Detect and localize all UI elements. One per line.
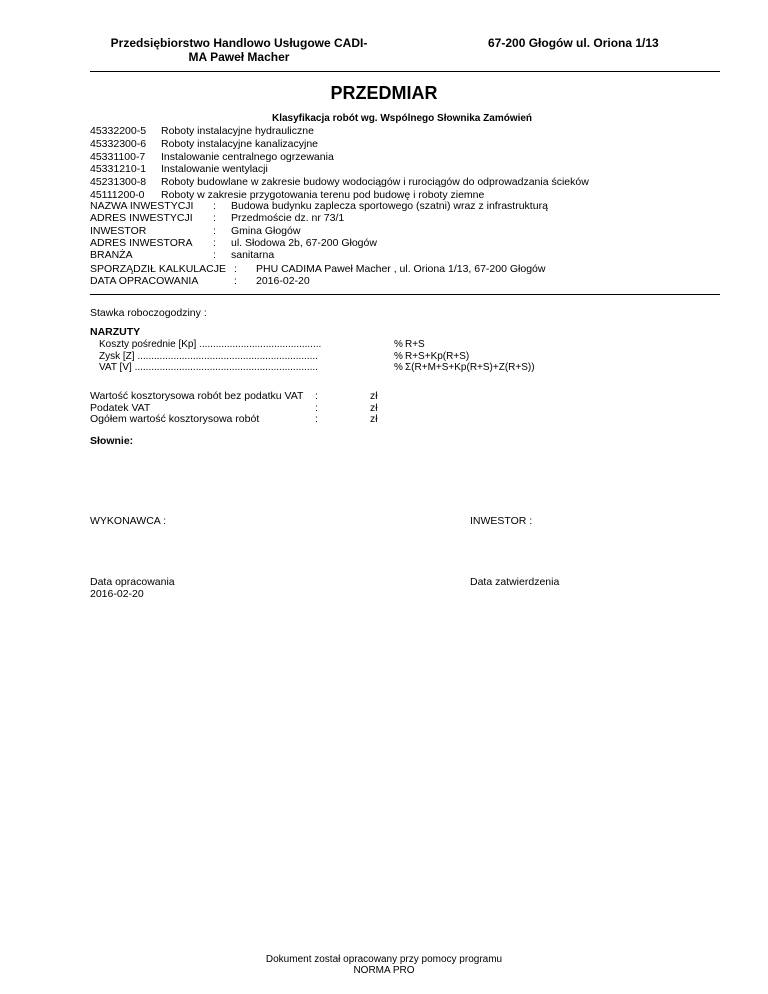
info-label: ADRES INWESTYCJI (90, 212, 193, 225)
cost-value-label: Wartość kosztorysowa robót bez podatku VAT (90, 390, 304, 402)
calc-colon: : (234, 263, 237, 275)
info-colon: : (213, 212, 216, 225)
date-prepared-label: Data opracowania (90, 576, 175, 588)
header-divider (90, 71, 720, 72)
investment-info-row (90, 237, 548, 249)
footer (0, 954, 768, 976)
cost-value-colon: : (315, 401, 318, 414)
classification-heading: Klasyfikacja robót wg. Wspólnego Słownika Zamówień (272, 113, 533, 124)
investment-info-row (90, 200, 548, 212)
classification-desc: Roboty budowlane w zakresie budowy wodociągów i rurociągów do odprowadzania ścieków (161, 176, 589, 189)
markup-row (99, 338, 535, 350)
classification-code: 45231300-8 (90, 176, 147, 189)
cost-value-row (90, 402, 378, 414)
info-value: ul. Słodowa 2b, 67-200 Głogów (231, 236, 377, 249)
cost-value-colon: : (315, 390, 318, 402)
classification-code: 45111200-0 (90, 188, 145, 201)
markup-formula: Σ(R+M+S+Kp(R+S)+Z(R+S)) (405, 362, 535, 373)
markup-label: Koszty pośrednie [Kp] ............................................ (99, 339, 322, 350)
markup-label: Zysk [Z] ................................................................. (99, 350, 318, 362)
investment-info (90, 200, 548, 261)
info-value: Gmina Głogów (231, 224, 301, 237)
info-colon: : (213, 249, 216, 262)
company-name-line1: Przedsiębiorstwo Handlowo Usługowe CADI- (110, 36, 368, 50)
classification-code: 45332300-6 (90, 137, 147, 150)
classification-desc: Instalowanie centralnego ogrzewania (161, 150, 334, 163)
classification-row (90, 163, 589, 176)
classification-desc: Instalowanie wentylacji (161, 163, 268, 176)
markup-percent: % (394, 362, 403, 373)
cost-values (90, 390, 378, 425)
cost-value-colon: : (315, 413, 318, 425)
markup-row (99, 350, 535, 362)
info-label: ADRES INWESTORA (90, 236, 193, 249)
company-name-line2: MA Paweł Macher (188, 50, 290, 64)
cost-value-unit: zł (370, 390, 378, 402)
markup-percent: % (394, 339, 403, 350)
classification-desc: Roboty w zakresie przygotowania terenu pod budowę i roboty ziemne (161, 188, 485, 201)
info-colon: : (213, 236, 216, 249)
calc-colon: : (234, 275, 237, 288)
info-label: INWESTOR (90, 224, 147, 237)
investment-info-row (90, 249, 548, 261)
date-approved-label: Data zatwierdzenia (470, 576, 560, 588)
classification-row (90, 138, 589, 151)
calc-value: PHU CADIMA Paweł Macher , ul. Oriona 1/13, 67-200 Głogów (256, 263, 546, 275)
calc-label: DATA OPRACOWANIA (90, 275, 199, 288)
cost-value-row (90, 390, 378, 402)
info-label: NAZWA INWESTYCJI (90, 200, 194, 212)
footer-line1: Dokument został opracowany przy pomocy programu (265, 954, 503, 965)
cost-value-unit: zł (370, 401, 378, 414)
labor-rate-label: Stawka roboczogodziny : (90, 307, 207, 319)
calc-value: 2016-02-20 (256, 275, 310, 288)
investor-label: INWESTOR : (470, 515, 533, 527)
footer-line2: NORMA PRO (353, 965, 415, 976)
classification-row (90, 176, 589, 189)
cost-value-label: Ogółem wartość kosztorysowa robót (90, 413, 260, 425)
info-value: Przedmoście dz. nr 73/1 (231, 212, 345, 225)
company-address: 67-200 Głogów ul. Oriona 1/13 (488, 36, 659, 50)
date-prepared (90, 576, 175, 600)
company-name (94, 36, 384, 64)
markup-label: VAT [V] .................................................................. (99, 362, 318, 373)
markup-percent: % (394, 350, 403, 362)
date-prepared-value: 2016-02-20 (90, 588, 144, 600)
calc-label: SPORZĄDZIŁ KALKULACJE (90, 263, 226, 275)
calculation-row (90, 263, 545, 275)
info-value: sanitarna (231, 249, 275, 262)
cost-value-label: Podatek VAT (90, 401, 151, 414)
classification-list (90, 125, 589, 202)
markup-formula: R+S (405, 339, 425, 350)
info-colon: : (213, 200, 216, 212)
classification-row (90, 125, 589, 138)
markup-row (99, 361, 535, 373)
info-colon: : (213, 224, 216, 237)
cost-value-row (90, 413, 378, 425)
calculation-row (90, 275, 545, 287)
contractor-label: WYKONAWCA : (90, 515, 167, 527)
amount-in-words-label: Słownie: (90, 435, 134, 447)
classification-desc: Roboty instalacyjne kanalizacyjne (161, 137, 319, 150)
calculation-info (90, 263, 545, 288)
section-divider (90, 294, 720, 295)
info-label: BRANŻA (90, 249, 133, 262)
info-value: Budowa budynku zaplecza sportowego (szatni) wraz z infrastrukturą (231, 200, 548, 212)
investment-info-row (90, 225, 548, 237)
classification-row (90, 151, 589, 164)
classification-code: 45331100-7 (90, 150, 146, 163)
markups-list (99, 338, 535, 373)
classification-code: 45332200-5 (90, 125, 147, 137)
classification-desc: Roboty instalacyjne hydrauliczne (161, 125, 314, 137)
document-title: PRZEDMIAR (330, 83, 438, 103)
markups-title: NARZUTY (90, 326, 141, 338)
investment-info-row (90, 212, 548, 224)
cost-value-unit: zł (370, 413, 378, 425)
markup-formula: R+S+Kp(R+S) (405, 350, 470, 362)
classification-code: 45331210-1 (90, 163, 147, 176)
